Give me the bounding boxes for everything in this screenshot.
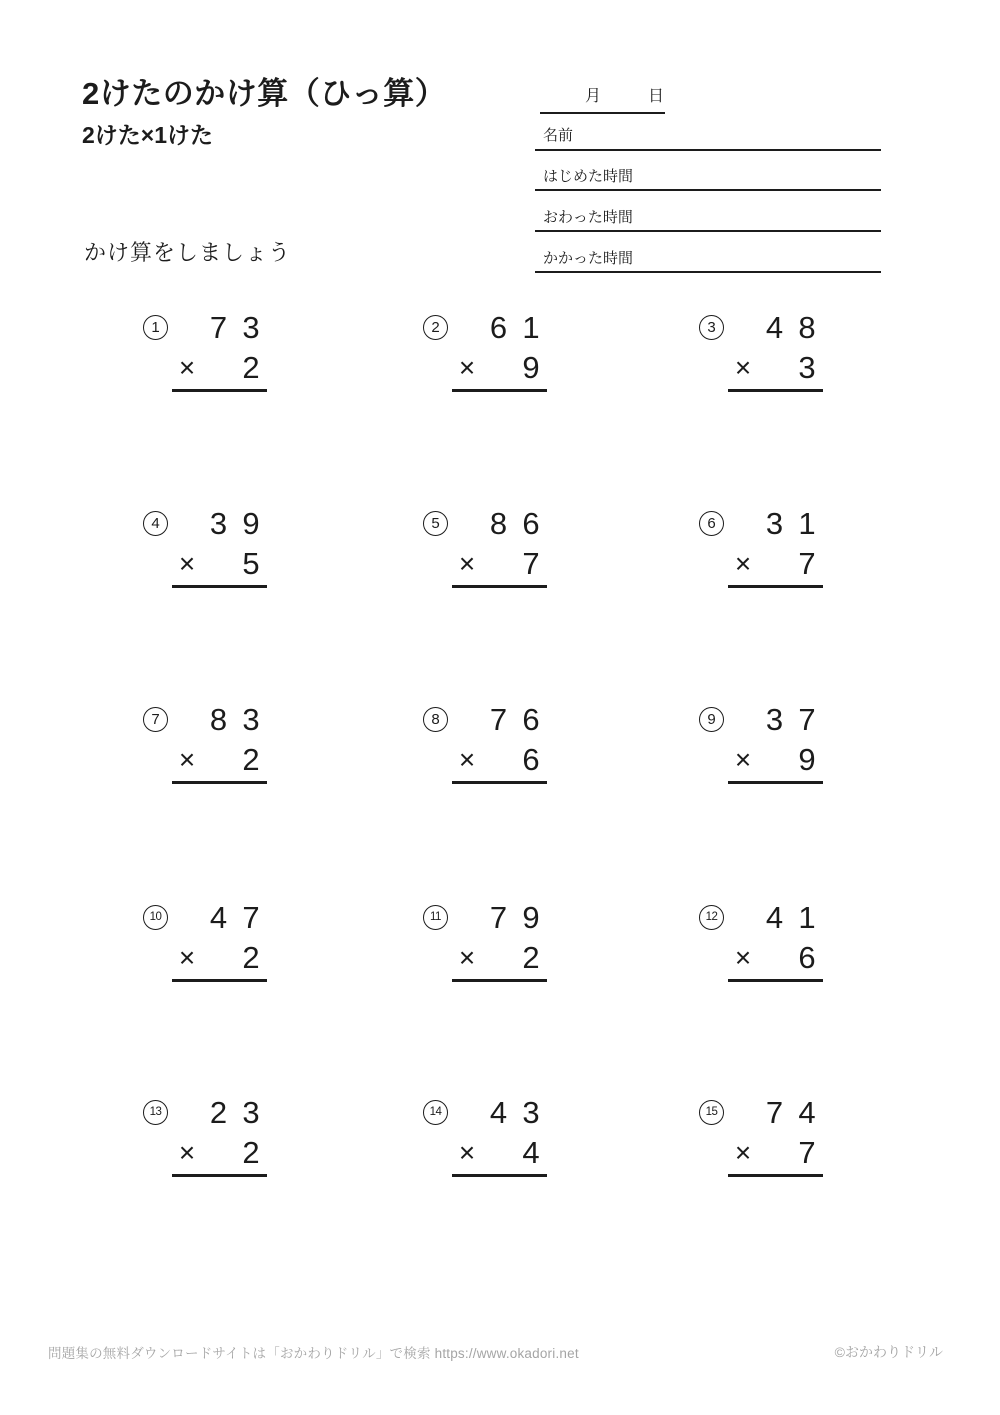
multiplier-digit: 9 <box>798 742 816 777</box>
problem-number-badge: 9 <box>699 707 724 732</box>
multiplicand-tens-digit: 3 <box>209 506 228 541</box>
spacer-cell <box>202 1133 235 1173</box>
multiplicand-tens-digit: 8 <box>489 506 508 541</box>
column-multiplication-block <box>452 1093 547 1177</box>
multiplier-row <box>172 348 267 388</box>
answer-line <box>452 781 547 784</box>
multiplicand-tens-digit: 4 <box>765 900 784 935</box>
instruction-text: かけ算をしましょう <box>84 240 292 265</box>
problem-4 <box>143 504 267 588</box>
multiplicand-ones-digit: 1 <box>798 900 816 935</box>
multiply-sign: × <box>178 744 196 775</box>
multiplicand-ones-digit: 6 <box>522 506 540 541</box>
problem-number-badge: 7 <box>143 707 168 732</box>
multiplicand-tens-digit: 3 <box>765 506 784 541</box>
spacer-cell <box>728 1093 758 1133</box>
multiply-sign: × <box>734 1137 752 1168</box>
column-multiplication-block <box>728 504 823 588</box>
multiplicand-row <box>452 1093 547 1133</box>
multiplier-digit: 6 <box>522 742 540 777</box>
column-multiplication-block <box>728 1093 823 1177</box>
multiplicand-tens-digit: 7 <box>765 1095 784 1130</box>
multiplicand-tens-digit: 8 <box>209 702 228 737</box>
multiplier-digit: 3 <box>798 350 816 385</box>
footer-copyright: ©おかわりドリル <box>834 1344 943 1360</box>
multiplicand-ones-digit: 3 <box>242 1095 260 1130</box>
column-multiplication-block <box>452 504 547 588</box>
answer-line <box>728 585 823 588</box>
spacer-cell <box>758 938 791 978</box>
multiply-sign: × <box>178 352 196 383</box>
multiplicand-tens-digit: 4 <box>489 1095 508 1130</box>
problem-number-badge: 10 <box>143 905 168 930</box>
end-time-label: おわった時間 <box>543 209 633 226</box>
month-label: 月 <box>585 88 602 105</box>
problem-9 <box>699 700 823 784</box>
answer-line <box>728 389 823 392</box>
multiply-sign: × <box>734 352 752 383</box>
problem-3 <box>699 308 823 392</box>
spacer-cell <box>172 1093 202 1133</box>
problem-number-badge: 15 <box>699 1100 724 1125</box>
problem-number-badge: 11 <box>423 905 448 930</box>
spacer-cell <box>452 504 482 544</box>
problem-number-badge: 1 <box>143 315 168 340</box>
answer-line <box>172 781 267 784</box>
column-multiplication-block <box>452 898 547 982</box>
multiplicand-row <box>728 1093 823 1133</box>
answer-line <box>172 585 267 588</box>
multiplier-row <box>172 544 267 584</box>
column-multiplication-block <box>452 700 547 784</box>
answer-line <box>728 781 823 784</box>
problem-12 <box>699 898 823 982</box>
multiplier-row <box>728 938 823 978</box>
multiplier-row <box>728 544 823 584</box>
problem-8 <box>423 700 547 784</box>
multiplicand-tens-digit: 7 <box>489 900 508 935</box>
multiplier-digit: 6 <box>798 940 816 975</box>
answer-line <box>728 979 823 982</box>
column-multiplication-block <box>172 308 267 392</box>
multiplicand-ones-digit: 6 <box>522 702 540 737</box>
multiplicand-ones-digit: 3 <box>242 310 260 345</box>
answer-line <box>172 389 267 392</box>
problem-number-badge: 14 <box>423 1100 448 1125</box>
problem-15 <box>699 1093 823 1177</box>
spacer-cell <box>172 898 202 938</box>
multiplicand-row <box>452 308 547 348</box>
multiplier-row <box>452 938 547 978</box>
problem-14 <box>423 1093 547 1177</box>
spacer-cell <box>758 740 791 780</box>
spacer-cell <box>728 504 758 544</box>
multiplicand-row <box>728 700 823 740</box>
problem-number-badge: 6 <box>699 511 724 536</box>
multiplier-digit: 2 <box>242 742 260 777</box>
problem-number-badge: 4 <box>143 511 168 536</box>
spacer-cell <box>758 1133 791 1173</box>
column-multiplication-block <box>452 308 547 392</box>
multiplier-row <box>172 1133 267 1173</box>
multiply-sign: × <box>178 1137 196 1168</box>
problem-10 <box>143 898 267 982</box>
multiplier-row <box>452 740 547 780</box>
spacer-cell <box>172 308 202 348</box>
page-subtitle: 2けた×1けた <box>82 122 214 148</box>
spacer-cell <box>452 1093 482 1133</box>
multiplicand-row <box>452 898 547 938</box>
multiplier-row <box>172 740 267 780</box>
multiplicand-ones-digit: 3 <box>522 1095 540 1130</box>
multiplicand-row <box>172 504 267 544</box>
spacer-cell <box>172 700 202 740</box>
multiplicand-tens-digit: 3 <box>765 702 784 737</box>
multiplicand-ones-digit: 7 <box>242 900 260 935</box>
multiplier-row <box>172 938 267 978</box>
multiplier-row <box>452 348 547 388</box>
elapsed-time-label: かかった時間 <box>543 250 634 267</box>
multiply-sign: × <box>734 942 752 973</box>
multiplier-row <box>728 1133 823 1173</box>
spacer-cell <box>758 348 791 388</box>
start-time-label: はじめた時間 <box>543 168 634 185</box>
multiplicand-ones-digit: 4 <box>798 1095 816 1130</box>
answer-line <box>452 979 547 982</box>
column-multiplication-block <box>172 700 267 784</box>
problem-5 <box>423 504 547 588</box>
multiplicand-tens-digit: 7 <box>489 702 508 737</box>
problem-number-badge: 13 <box>143 1100 168 1125</box>
multiplicand-row <box>172 898 267 938</box>
multiplier-digit: 4 <box>522 1135 540 1170</box>
multiplier-digit: 2 <box>522 940 540 975</box>
multiplier-digit: 7 <box>522 546 540 581</box>
spacer-cell <box>728 700 758 740</box>
multiplicand-ones-digit: 8 <box>798 310 816 345</box>
answer-line <box>452 1174 547 1177</box>
multiply-sign: × <box>178 942 196 973</box>
spacer-cell <box>452 308 482 348</box>
multiplicand-ones-digit: 9 <box>242 506 260 541</box>
multiplicand-row <box>172 1093 267 1133</box>
multiplier-row <box>728 348 823 388</box>
multiplicand-row <box>172 308 267 348</box>
multiplicand-row <box>728 308 823 348</box>
spacer-cell <box>202 348 235 388</box>
answer-line <box>172 979 267 982</box>
spacer-cell <box>202 938 235 978</box>
answer-line <box>728 1174 823 1177</box>
problem-11 <box>423 898 547 982</box>
multiplicand-row <box>728 898 823 938</box>
spacer-cell <box>728 308 758 348</box>
multiplier-row <box>452 544 547 584</box>
spacer-cell <box>758 544 791 584</box>
multiply-sign: × <box>458 1137 476 1168</box>
answer-line <box>452 585 547 588</box>
answer-line <box>452 389 547 392</box>
multiplicand-tens-digit: 4 <box>209 900 228 935</box>
multiplier-digit: 7 <box>798 546 816 581</box>
name-label: 名前 <box>543 127 574 144</box>
problem-6 <box>699 504 823 588</box>
spacer-cell <box>728 898 758 938</box>
multiplier-digit: 2 <box>242 1135 260 1170</box>
multiplicand-tens-digit: 6 <box>489 310 508 345</box>
spacer-cell <box>482 348 515 388</box>
multiplicand-row <box>452 700 547 740</box>
problem-2 <box>423 308 547 392</box>
problem-number-badge: 5 <box>423 511 448 536</box>
multiplicand-tens-digit: 4 <box>765 310 784 345</box>
multiply-sign: × <box>734 744 752 775</box>
multiplicand-tens-digit: 7 <box>209 310 228 345</box>
multiplicand-tens-digit: 2 <box>209 1095 228 1130</box>
multiply-sign: × <box>458 744 476 775</box>
multiplier-digit: 7 <box>798 1135 816 1170</box>
multiplicand-ones-digit: 1 <box>522 310 540 345</box>
multiply-sign: × <box>458 548 476 579</box>
spacer-cell <box>452 898 482 938</box>
multiplicand-row <box>452 504 547 544</box>
spacer-cell <box>482 740 515 780</box>
column-multiplication-block <box>172 504 267 588</box>
problem-13 <box>143 1093 267 1177</box>
spacer-cell <box>202 740 235 780</box>
page-title: 2けたのかけ算（ひっ算） <box>82 76 447 111</box>
footer-site-credit: 問題集の無料ダウンロードサイトは「おかわりドリル」で検索 https://www.okadori.net <box>48 1346 579 1361</box>
multiplicand-row <box>728 504 823 544</box>
column-multiplication-block <box>172 898 267 982</box>
multiplicand-row <box>172 700 267 740</box>
problem-number-badge: 3 <box>699 315 724 340</box>
spacer-cell <box>452 700 482 740</box>
column-multiplication-block <box>728 898 823 982</box>
multiplier-digit: 9 <box>522 350 540 385</box>
problem-number-badge: 8 <box>423 707 448 732</box>
spacer-cell <box>482 938 515 978</box>
column-multiplication-block <box>172 1093 267 1177</box>
spacer-cell <box>482 1133 515 1173</box>
spacer-cell <box>482 544 515 584</box>
multiply-sign: × <box>178 548 196 579</box>
multiplier-digit: 2 <box>242 940 260 975</box>
multiply-sign: × <box>458 352 476 383</box>
column-multiplication-block <box>728 308 823 392</box>
problem-number-badge: 12 <box>699 905 724 930</box>
problem-7 <box>143 700 267 784</box>
multiply-sign: × <box>734 548 752 579</box>
multiply-sign: × <box>458 942 476 973</box>
spacer-cell <box>202 544 235 584</box>
problem-1 <box>143 308 267 392</box>
multiplier-digit: 2 <box>242 350 260 385</box>
multiplicand-ones-digit: 7 <box>798 702 816 737</box>
multiplier-row <box>728 740 823 780</box>
spacer-cell <box>172 504 202 544</box>
multiplier-digit: 5 <box>242 546 260 581</box>
problem-number-badge: 2 <box>423 315 448 340</box>
answer-line <box>172 1174 267 1177</box>
multiplicand-ones-digit: 1 <box>798 506 816 541</box>
multiplier-row <box>452 1133 547 1173</box>
column-multiplication-block <box>728 700 823 784</box>
multiplicand-ones-digit: 9 <box>522 900 540 935</box>
day-label: 日 <box>648 88 665 105</box>
multiplicand-ones-digit: 3 <box>242 702 260 737</box>
